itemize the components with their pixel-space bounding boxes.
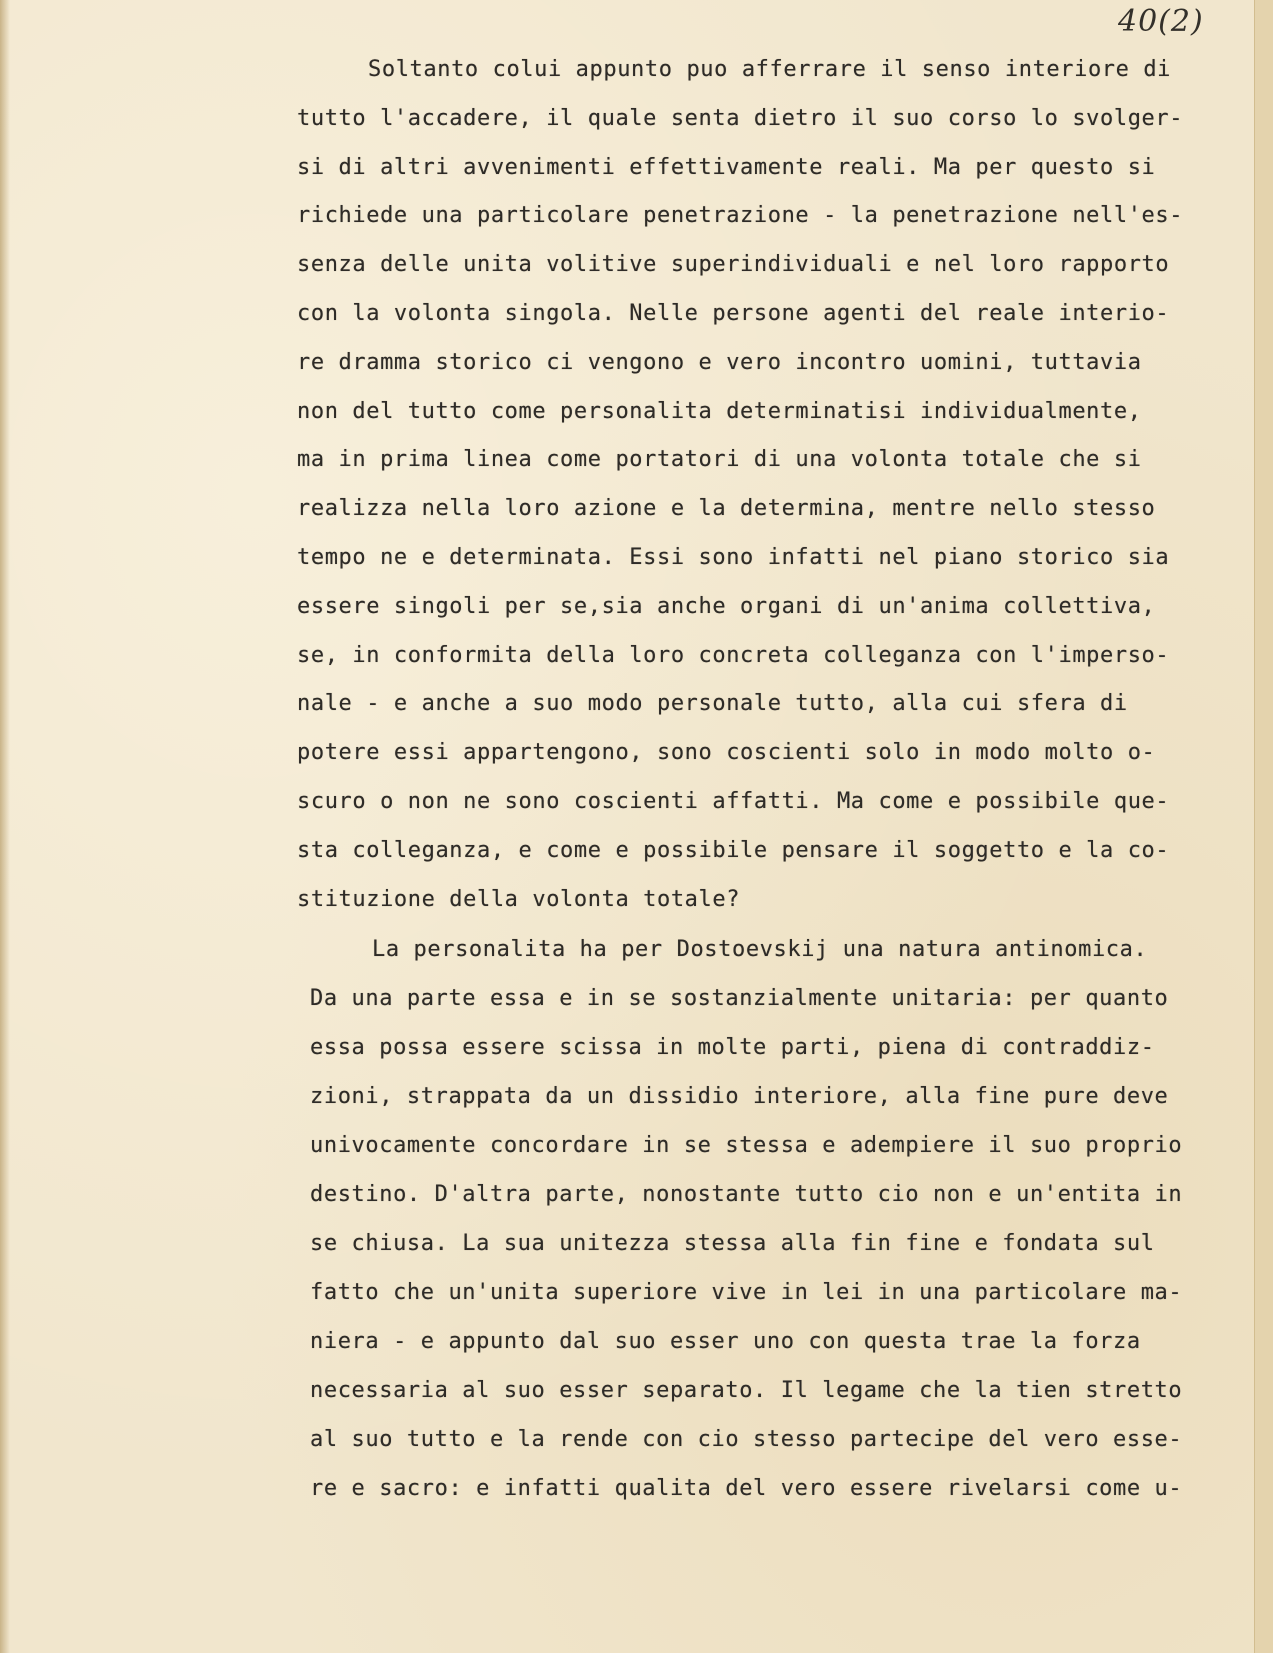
- text-line: re dramma storico ci vengono e vero incontro uomini, tuttavia: [297, 350, 1142, 375]
- text-line: si di altri avvenimenti effettivamente reali. Ma per questo si: [297, 155, 1156, 180]
- text-line: nale - e anche a suo modo personale tutto, alla cui sfera di: [297, 691, 1128, 716]
- text-line: essa possa essere scissa in molte parti, piena di contraddiz-: [310, 1035, 1155, 1060]
- text-line: fatto che un'unita superiore vive in lei in una particolare ma-: [310, 1280, 1183, 1305]
- text-line: destino. D'altra parte, nonostante tutto cio non e un'entita in: [310, 1182, 1183, 1207]
- text-line: ma in prima linea come portatori di una volonta totale che si: [297, 447, 1142, 472]
- text-line: Da una parte essa e in se sostanzialmente unitaria: per quanto: [310, 986, 1169, 1011]
- text-line: senza delle unita volitive superindividuali e nel loro rapporto: [297, 252, 1170, 277]
- text-line: se chiusa. La sua unitezza stessa alla fin fine e fondata sul: [310, 1231, 1155, 1256]
- text-line: Soltanto colui appunto puo afferrare il senso interiore di: [368, 57, 1172, 82]
- text-line: richiede una particolare penetrazione - la penetrazione nell'es-: [297, 203, 1184, 228]
- text-line: sta colleganza, e come e possibile pensare il soggetto e la co-: [297, 838, 1170, 863]
- text-line: non del tutto come personalita determinatisi individualmente,: [297, 399, 1142, 424]
- text-line: re e sacro: e infatti qualita del vero essere rivelarsi come u-: [310, 1476, 1183, 1501]
- text-line: niera - e appunto dal suo esser uno con questa trae la forza: [310, 1329, 1141, 1354]
- text-line: essere singoli per se,sia anche organi di un'anima collettiva,: [297, 594, 1156, 619]
- text-line: tutto l'accadere, il quale senta dietro il suo corso lo svolger-: [297, 106, 1184, 131]
- text-line: tempo ne e determinata. Essi sono infatti nel piano storico sia: [297, 545, 1170, 570]
- text-line: univocamente concordare in se stessa e adempiere il suo proprio: [310, 1133, 1183, 1158]
- text-line: potere essi appartengono, sono coscienti solo in modo molto o-: [297, 740, 1156, 765]
- text-line: realizza nella loro azione e la determina, mentre nello stesso: [297, 496, 1156, 521]
- text-line: se, in conformita della loro concreta colleganza con l'imperso-: [297, 643, 1170, 668]
- text-line: zioni, strappata da un dissidio interiore, alla fine pure deve: [310, 1084, 1169, 1109]
- text-line: La personalita ha per Dostoevskij una natura antinomica.: [372, 937, 1148, 962]
- text-line: al suo tutto e la rende con cio stesso partecipe del vero esse-: [310, 1427, 1183, 1452]
- text-line: stituzione della volonta totale?: [297, 887, 741, 912]
- text-line: necessaria al suo esser separato. Il legame che la tien stretto: [310, 1378, 1183, 1403]
- page-number: 40(2): [1118, 4, 1204, 39]
- text-line: scuro o non ne sono coscienti affatti. Ma come e possibile que-: [297, 789, 1170, 814]
- text-line: con la volonta singola. Nelle persone agenti del reale interio-: [297, 301, 1170, 326]
